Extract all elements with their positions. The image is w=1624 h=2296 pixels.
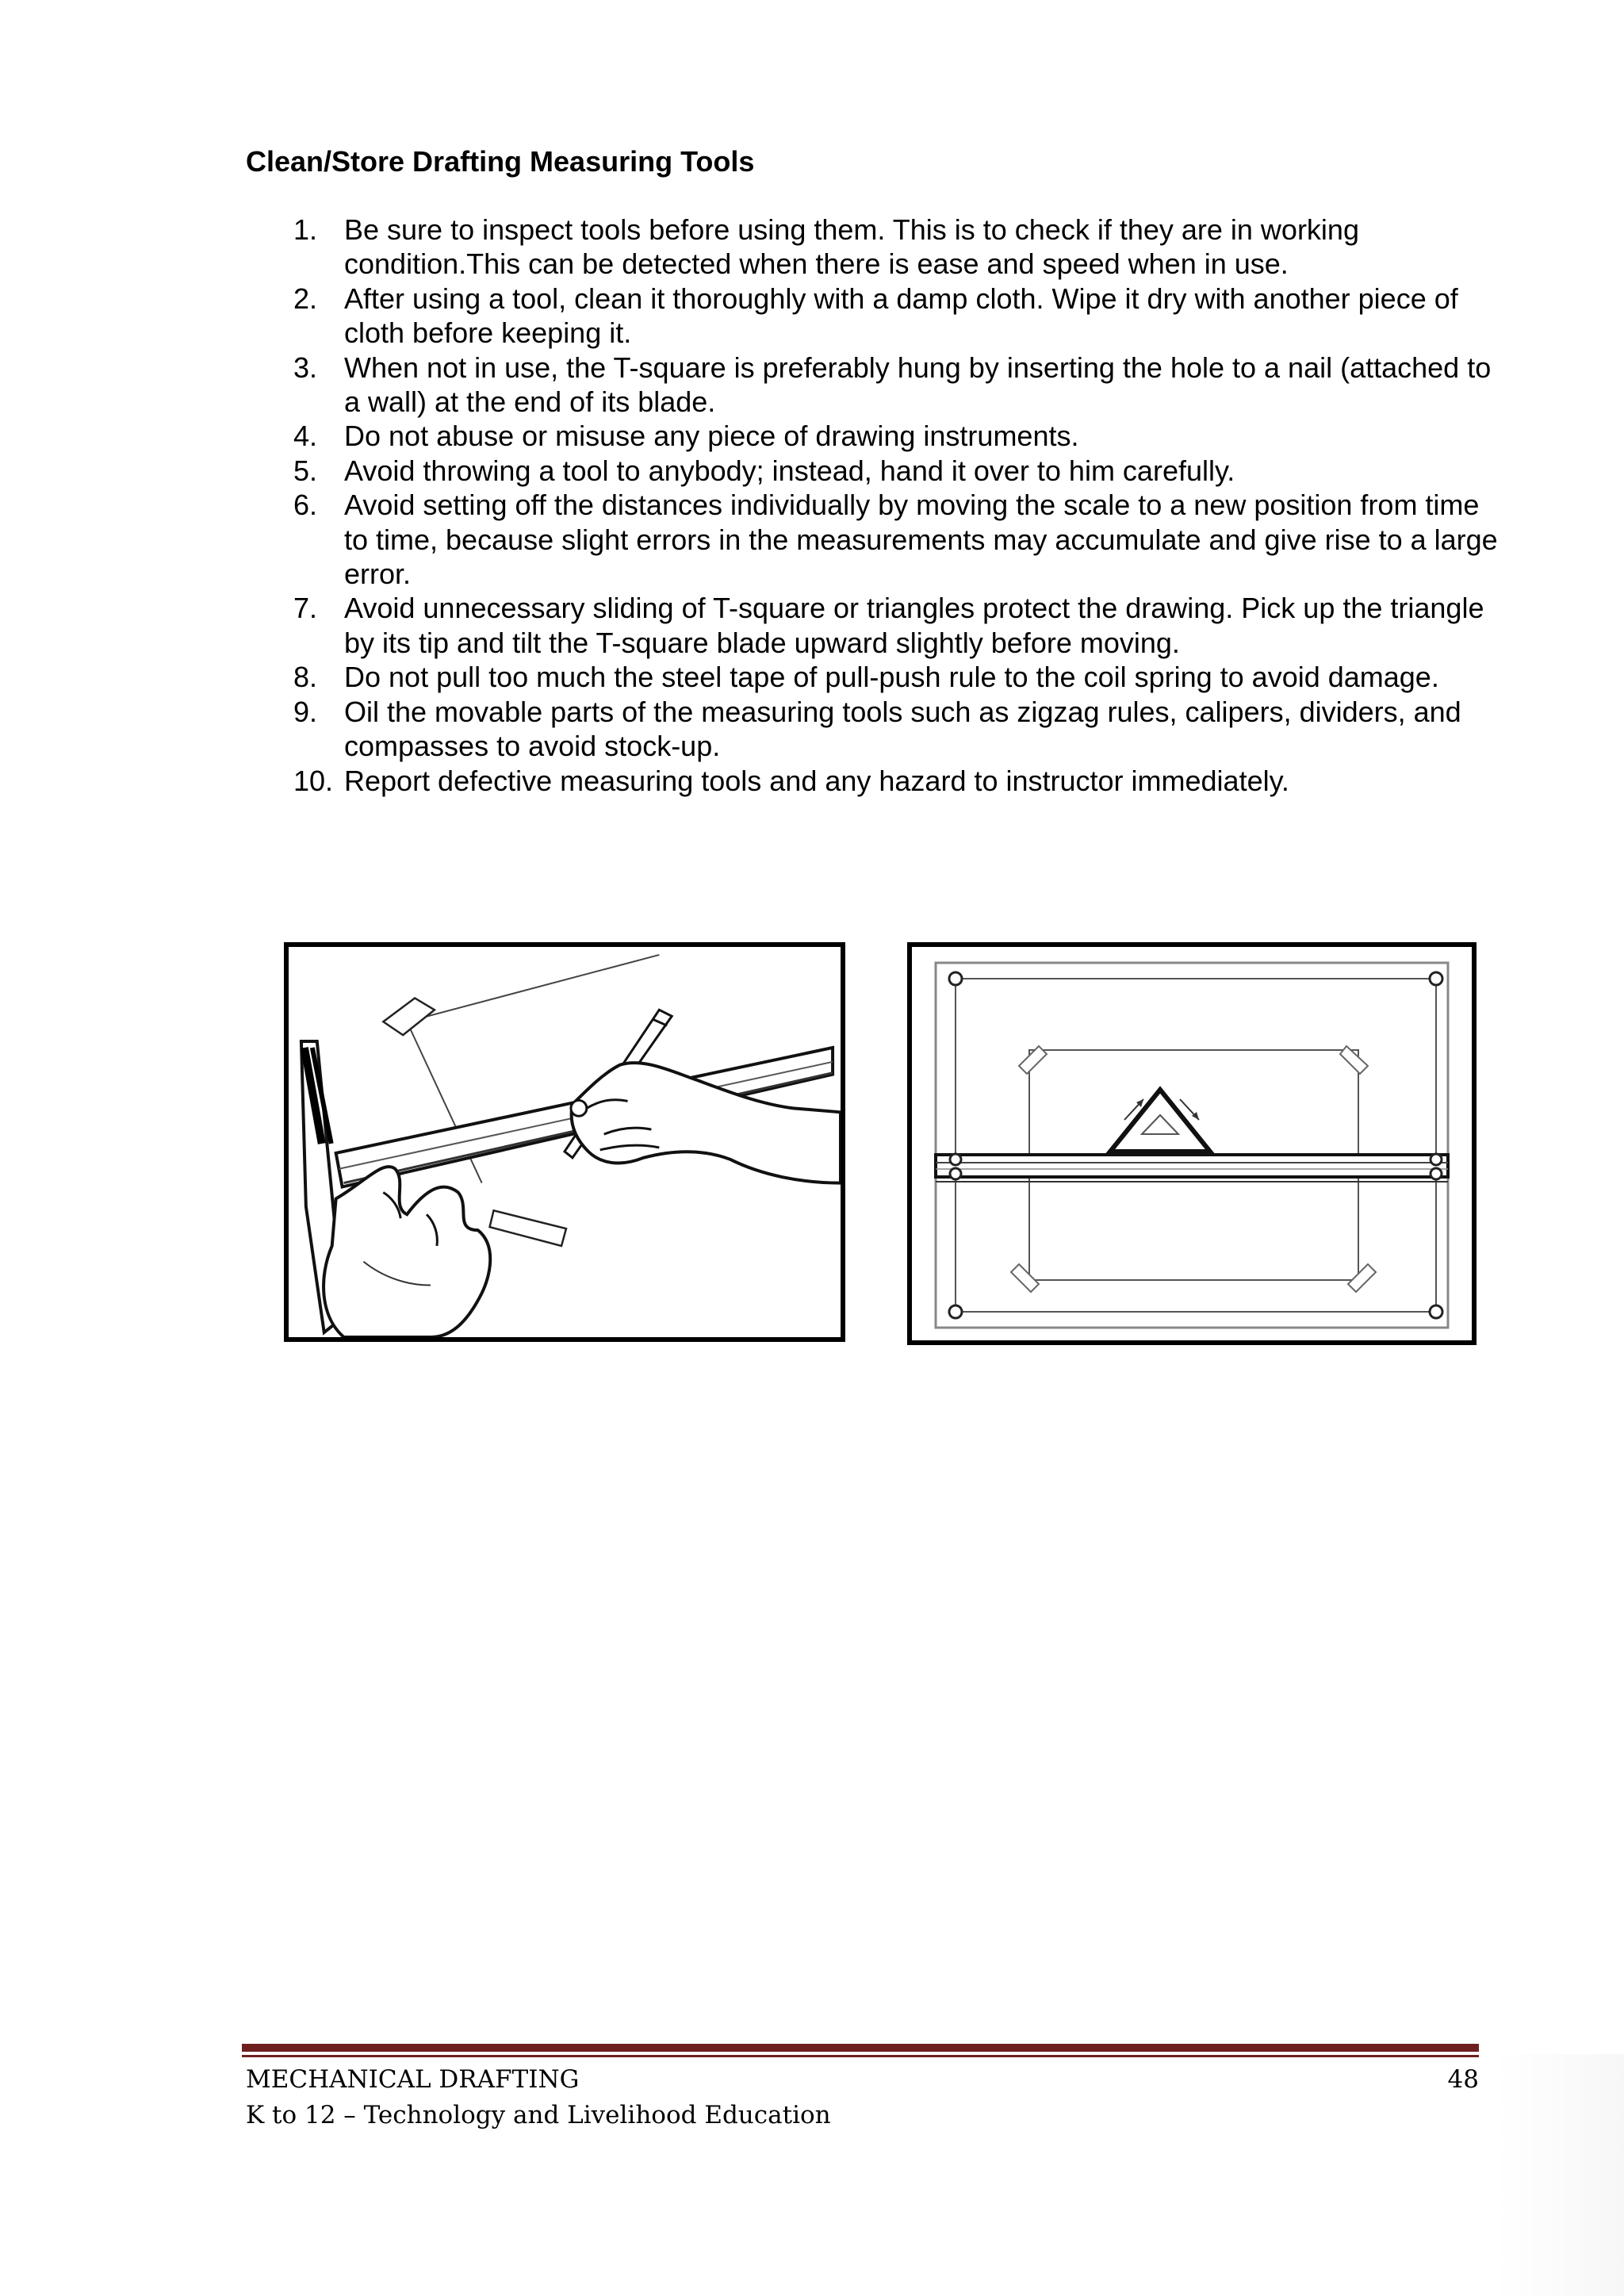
t-square-hands-illustration [284,942,845,1342]
board-diagram-svg [912,947,1472,1340]
list-item-number: 2. [293,282,318,315]
footer-title: MECHANICAL DRAFTING [246,2065,580,2094]
list-item-text: When not in use, the T-square is preferably hung by inserting the hole to a nail (attached to a wall) at the end of its blade. [344,351,1492,419]
list-item-number: 10. [293,764,334,797]
list-item-number: 5. [293,454,318,487]
list-item [293,591,1499,660]
list-item-number: 7. [293,592,318,625]
list-item [293,764,1499,798]
drawing-board-illustration [907,942,1477,1345]
list-item [293,660,1499,694]
list-item-text: Report defective measuring tools and any hazard to instructor immediately. [344,764,1289,797]
list-item-text: Avoid setting off the distances individually by moving the scale to a new position from time to time, because slight errors in the measurements may accumulate and give rise to a large error. [344,489,1498,591]
list-item [293,419,1499,453]
footer-subtitle: K to 12 – Technology and Livelihood Education [246,2101,831,2129]
footer-rule-thick [242,2044,1479,2052]
section-heading: Clean/Store Drafting Measuring Tools [246,145,755,178]
hands-drawing-svg [289,947,841,1337]
list-item-number: 8. [293,661,318,694]
list-item-text: Do not pull too much the steel tape of pull-push rule to the coil spring to avoid damage. [344,661,1439,694]
footer-rule-thin [242,2055,1479,2057]
list-item-number: 4. [293,420,318,453]
list-item-text: Oil the movable parts of the measuring tools such as zigzag rules, calipers, dividers, and compasses to avoid stock-up. [344,695,1461,763]
list-item [293,282,1499,351]
list-item [293,454,1499,488]
instruction-list [293,213,1499,798]
page-edge-shading [1495,2054,1624,2296]
list-item-text: After using a tool, clean it thoroughly with a damp cloth. Wipe it dry with another piece of cloth before keeping it. [344,282,1458,350]
list-item [293,695,1499,764]
list-item-text: Avoid throwing a tool to anybody; instead, hand it over to him carefully. [344,454,1235,487]
list-item-number: 9. [293,695,318,728]
list-item-number: 1. [293,213,318,246]
list-item-text: Avoid unnecessary sliding of T-square or triangles protect the drawing. Pick up the triangle by its tip and tilt the T-square blade upward slightly before moving. [344,592,1484,659]
list-item-text: Do not abuse or misuse any piece of drawing instruments. [344,420,1079,453]
list-item [293,351,1499,420]
page-number: 48 [1447,2065,1479,2094]
list-item [293,488,1499,591]
list-item-number: 3. [293,351,318,384]
list-item [293,213,1499,282]
list-item-number: 6. [293,489,318,522]
list-item-text: Be sure to inspect tools before using them. This is to check if they are in working condition.This can be detected when there is ease and speed when in use. [344,213,1359,281]
